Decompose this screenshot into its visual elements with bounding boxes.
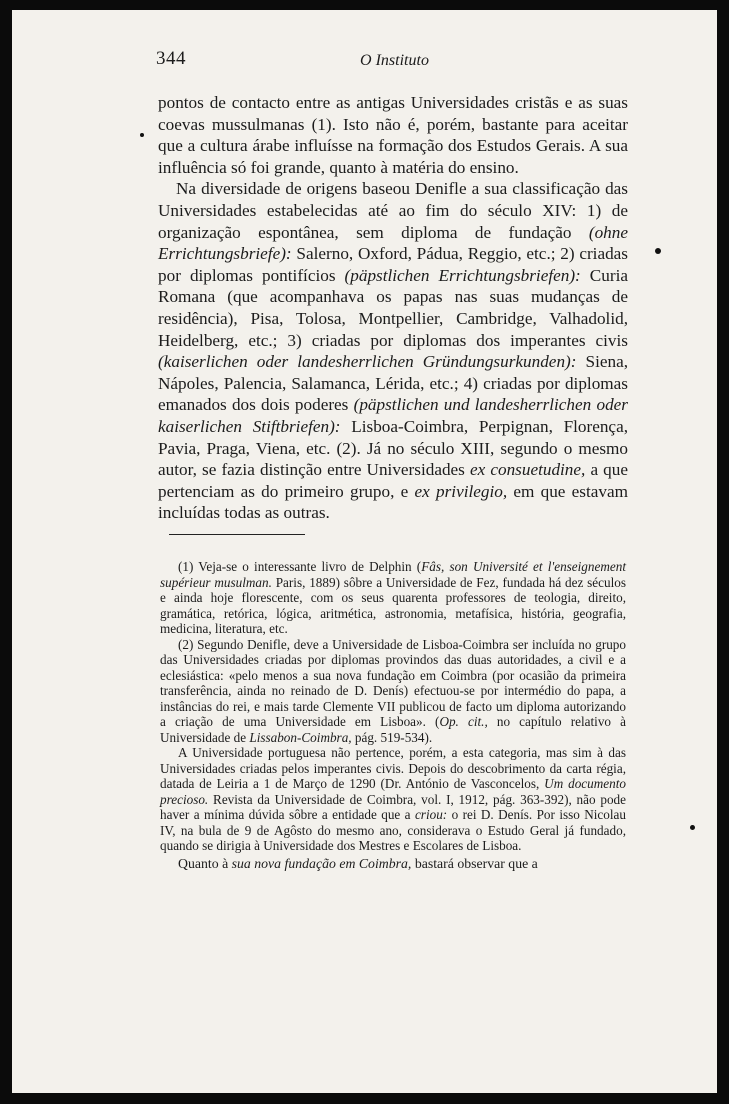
footnote-2-continued: A Universidade portuguesa não pertence, porém, a esta categoria, mas sim à das Universidades criadas pelos imperantes civis. Depois do descobrimento da carta régia, datada de Leiria a 1 de Março de 1290 (Dr. António de Vasconcelos, Um documento precioso. Revista da Universidade de Coimbra, vol. I, 1912, pág. 363-392), não pode haver a mínima dúvida sôbre a entidade que a criou: o rei D. Denís. Por isso Nicolau IV, na bula de 9 de Agôsto do mesmo ano, considerava o Estudo Geral já fundado, quando se dirigia à Universidade dos Mestres e Escolares de Lisboa. — [160, 745, 626, 853]
page-number: 344 — [156, 48, 186, 69]
margin-ink-dot-left — [140, 133, 144, 137]
running-title: O Instituto — [360, 52, 429, 69]
margin-ink-dot-right-lower — [690, 825, 695, 830]
footnote-2: (2) Segundo Denifle, deve a Universidade de Lisboa-Coimbra ser incluída no grupo das Universidades criadas por diplomas provindos das duas autoridades, a civil e a eclesiástica: «pelo menos a sua nova fundação em Coimbra (por ocasião da primeira transferência, ainda no reinado de D. Denís) efectuou-se por intermédio do papa, a instâncias do rei, e mais tarde Clemente VII publicou de facto um diploma autorizando a criação de uma Universidade em Lisboa». (Op. cit., no capítulo relativo à Universidade de Lissabon-Coimbra, pág. 519-534). — [160, 636, 626, 745]
book-page — [12, 10, 717, 1093]
paragraph-1: pontos de contacto entre as antigas Universidades cristãs e as suas coevas mussulmanas (1). Isto não é, porém, bastante para aceitar que a cultura árabe influísse na formação dos Estudos Gerais. A sua influência só foi grande, quanto à matéria do ensino. — [158, 93, 628, 177]
footnote-separator — [169, 534, 305, 535]
margin-ink-dot-right — [655, 248, 661, 254]
footnote-2-closing-line: Quanto à sua nova fundação em Coimbra, bastará observar que a — [178, 855, 538, 871]
main-text — [158, 92, 628, 524]
paragraph-2: Na diversidade de origens baseou Denifle a sua classificação das Universidades estabelecidas até ao fim do século XIV: 1) de organização espontânea, sem diploma de fundação (ohne Errichtungsbriefe): Salerno, Oxford, Pádua, Reggio, etc.; 2) criadas por diplomas pontifícios (päpstlichen Errichtungsbriefen): Curia Romana (que acompanhava os papas nas suas mudanças de residência), Pisa, Tolosa, Montpellier, Cambridge, Valhadolid, Heidelberg, etc.; 3) criadas por diplomas dos imperantes civis (kaiserlichen oder landesherrlichen Gründungsurkunden): Siena, Nápoles, Palencia, Salamanca, Lérida, etc.; 4) criadas por diplomas emanados dos dois poderes (päpstlichen und landesherrlichen oder kaiserlichen Stiftbriefen): Lisboa-Coimbra, Perpignan, Florença, Pavia, Praga, Viena, etc. (2). Já no século XIII, segundo o mesmo autor, se fazia distinção entre Universidades ex consuetudine, a que pertenciam as do primeiro grupo, e ex privilegio, em que estavam incluídas todas as outras. — [158, 179, 628, 523]
footnotes — [160, 559, 626, 871]
footnote-1: (1) Veja-se o interessante livro de Delphin (Fâs, son Université et l'enseignement supérieur musulman. Paris, 1889) sôbre a Universidade de Fez, fundada há dez séculos e ainda hoje florescente, com os seus quarenta professores de teologia, direito, gramática, retórica, lógica, aritmética, astronomia, metafísica, história, geografia, medicina, literatura, etc. — [160, 559, 626, 636]
